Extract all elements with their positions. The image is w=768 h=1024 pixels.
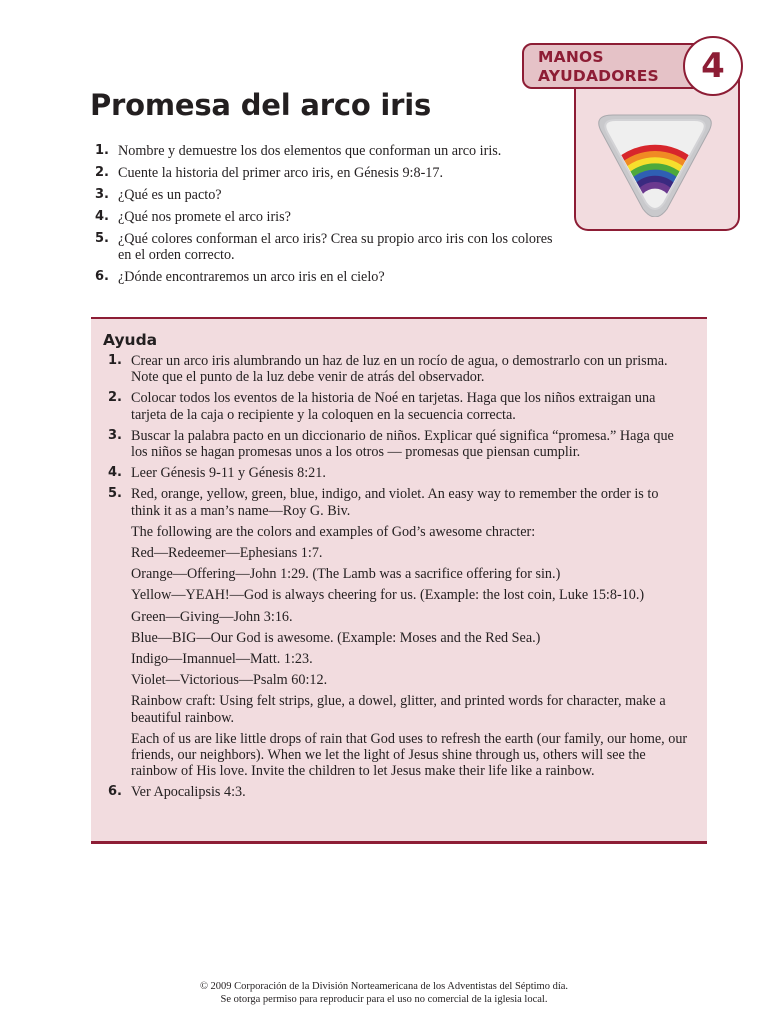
help-title: Ayuda bbox=[103, 331, 158, 349]
requirement-text: ¿Dónde encontraremos un arco iris en el cielo? bbox=[118, 269, 385, 285]
help-paragraph: The following are the colors and examples of God’s awesome chracter: bbox=[131, 523, 536, 540]
requirement-number: 6. bbox=[95, 269, 109, 284]
requirement-text: ¿Qué nos promete el arco iris? bbox=[118, 209, 291, 225]
requirement-item bbox=[95, 187, 555, 203]
help-number: 1. bbox=[108, 353, 122, 368]
help-text: Crear un arco iris alumbrando un haz de luz en un rocío de agua, o demostrarlo con un prisma. Note que el punto de la luz debe venir de atrás del observador. bbox=[131, 353, 668, 386]
copyright-footer bbox=[0, 980, 768, 1006]
help-number: 3. bbox=[108, 427, 122, 443]
requirement-item bbox=[95, 209, 555, 225]
help-item bbox=[103, 353, 691, 385]
help-item bbox=[103, 428, 691, 460]
level-number-badge: 4 bbox=[683, 36, 743, 96]
permission-line: Se otorga permiso para reproducir para el uso no comercial de la iglesia local. bbox=[220, 994, 548, 1005]
requirement-item bbox=[95, 143, 555, 159]
help-number: 6. bbox=[108, 784, 122, 800]
requirement-text: ¿Qué es un pacto? bbox=[118, 187, 222, 203]
help-text: Buscar la palabra pacto en un diccionario de niños. Explicar qué significa “promesa.” Haga que los niños se hagan promesas unos a los otros — promesas que piensan cumplir. bbox=[131, 427, 674, 461]
requirement-item bbox=[95, 231, 555, 263]
requirement-number: 1. bbox=[95, 143, 109, 158]
color-example-orange: Orange—Offering—John 1:29. (The Lamb was a sacrifice offering for sin.) bbox=[131, 566, 561, 583]
requirement-number: 2. bbox=[95, 165, 109, 180]
help-number: 4. bbox=[108, 465, 122, 481]
color-example-red: Red—Redeemer—Ephesians 1:7. bbox=[131, 545, 323, 562]
rainbow-patch-icon bbox=[587, 113, 723, 217]
color-example-indigo: Indigo—Imannuel—Matt. 1:23. bbox=[131, 651, 313, 668]
help-list bbox=[103, 353, 691, 801]
requirement-text: Nombre y demuestre los dos elementos que conforman un arco iris. bbox=[118, 143, 502, 159]
help-number: 5. bbox=[108, 486, 122, 502]
help-text: Leer Génesis 9-11 y Génesis 8:21. bbox=[131, 465, 326, 482]
requirement-text: Cuente la historia del primer arco iris, en Génesis 9:8-17. bbox=[118, 165, 444, 181]
color-example-yellow: Yellow—YEAH!—God is always cheering for us. (Example: the lost coin, Luke 15:8-10.) bbox=[131, 587, 645, 604]
help-item bbox=[103, 465, 691, 481]
help-item bbox=[103, 486, 691, 779]
color-example-blue: Blue—BIG—Our God is awesome. (Example: Moses and the Red Sea.) bbox=[131, 629, 541, 646]
help-section bbox=[91, 317, 707, 844]
page-title: Promesa del arco iris bbox=[90, 88, 432, 122]
category-label-line2: AYUDADORES bbox=[538, 67, 659, 85]
help-item bbox=[103, 390, 691, 422]
requirement-number: 5. bbox=[95, 231, 109, 246]
requirement-number: 3. bbox=[95, 187, 109, 202]
help-item bbox=[103, 784, 691, 800]
help-text: Red, orange, yellow, green, blue, indigo, and violet. An easy way to remember the order is to think it as a man’s name—Roy G. Biv. bbox=[131, 486, 659, 519]
requirements-list bbox=[95, 143, 555, 291]
copyright-line: © 2009 Corporación de la División Norteamericana de los Adventistas del Séptimo día. bbox=[199, 981, 569, 992]
requirement-text: ¿Qué colores conforman el arco iris? Crea su propio arco iris con los colores en el orden correcto. bbox=[118, 231, 553, 263]
reflection-paragraph: Each of us are like little drops of rain that God uses to refresh the earth (our family, our home, our friends, our neighbors). When we let the light of Jesus shine through us, others will see the rainbow of His love. Invite the children to let Jesus make their life like a rainbow. bbox=[131, 730, 688, 780]
requirement-item bbox=[95, 269, 555, 285]
category-label-line1: MANOS bbox=[538, 48, 604, 66]
requirement-number: 4. bbox=[95, 209, 109, 224]
requirement-item bbox=[95, 165, 555, 181]
help-text: Colocar todos los eventos de la historia de Noé en tarjetas. Haga que los niños extraigan una tarjeta de la caja o recipiente y la coloquen en la secuencia correcta. bbox=[131, 390, 656, 423]
help-number: 2. bbox=[108, 390, 122, 406]
color-example-green: Green—Giving—John 3:16. bbox=[131, 608, 293, 625]
rainbow-craft-paragraph: Rainbow craft: Using felt strips, glue, a dowel, glitter, and printed words for character, make a beautiful rainbow. bbox=[131, 693, 666, 726]
help-text: Ver Apocalipsis 4:3. bbox=[131, 784, 246, 801]
color-example-violet: Violet—Victorious—Psalm 60:12. bbox=[131, 672, 328, 689]
